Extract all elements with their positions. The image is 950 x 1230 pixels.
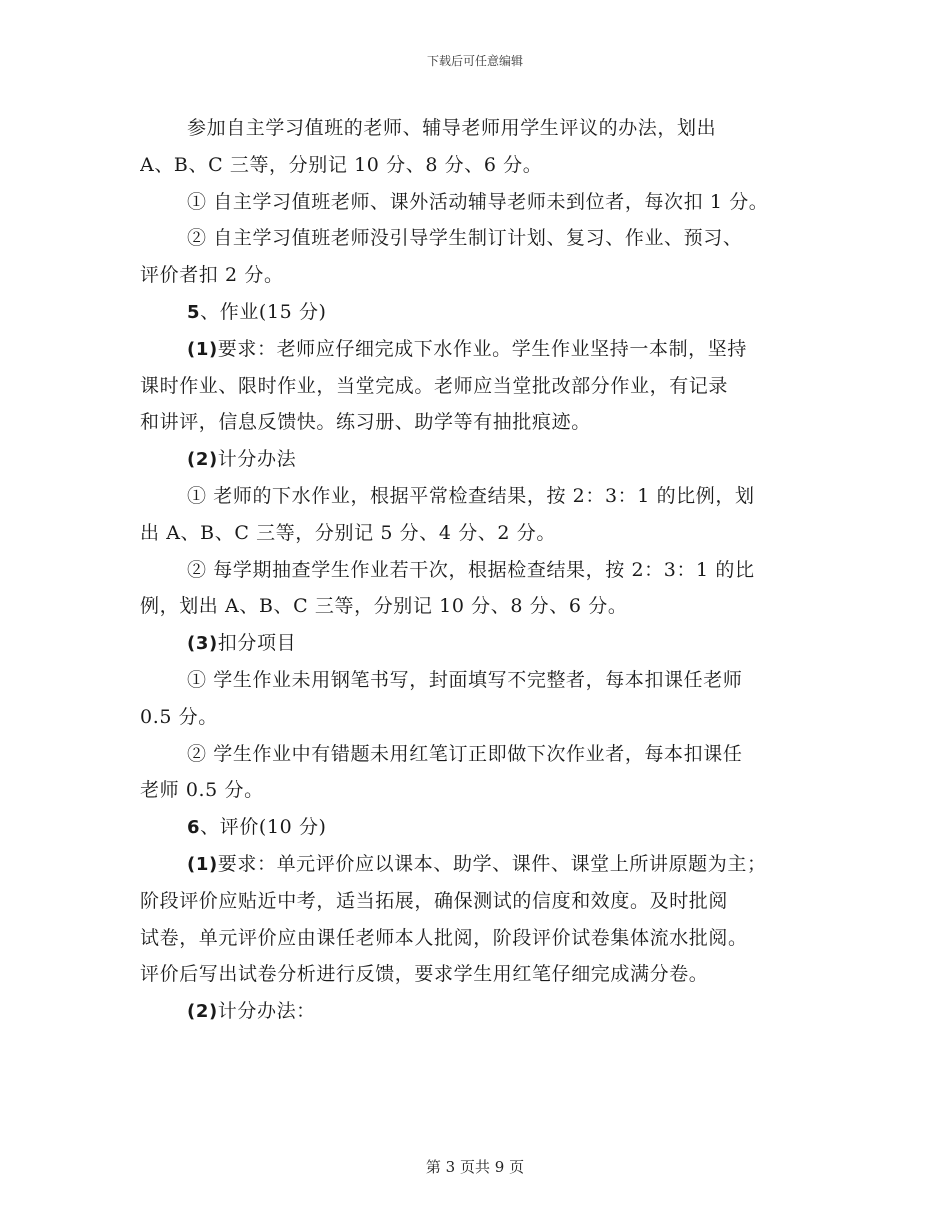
text-line [140, 110, 830, 147]
line-text: ① 老师的下水作业，根据平常检查结果，按 2：3：1 的比例，划 [187, 484, 755, 507]
line-text: 扣分项目 [217, 632, 297, 655]
line-text: 老师 0.5 分。 [140, 779, 264, 802]
text-line [140, 809, 830, 846]
line-text: 计分办法： [217, 1000, 316, 1023]
line-text: 例，划出 A、B、C 三等，分别记 10 分、8 分、6 分。 [140, 595, 628, 618]
line-text: ② 学生作业中有错题未用红笔订正即做下次作业者，每本扣课任 [187, 742, 743, 765]
item-number: (2) [187, 449, 218, 471]
item-number: (1) [187, 853, 218, 875]
text-line [140, 515, 830, 552]
item-number: (2) [187, 1001, 218, 1023]
line-text: 0.5 分。 [140, 705, 218, 728]
document-body [140, 110, 830, 1030]
line-text: ② 每学期抽查学生作业若干次，根据检查结果，按 2：3：1 的比 [187, 558, 755, 581]
text-line [140, 147, 830, 184]
line-text: ① 自主学习值班老师、课外活动辅导老师未到位者，每次扣 1 分。 [187, 190, 769, 213]
text-line [140, 920, 830, 957]
line-text: 、评价(10 分) [200, 816, 327, 839]
line-text: ② 自主学习值班老师没引导学生制订计划、复习、作业、预习、 [187, 227, 743, 250]
line-text: 和讲评，信息反馈快。练习册、助学等有抽批痕迹。 [140, 411, 591, 434]
page-footer: 第 3 页共 9 页 [425, 1158, 525, 1176]
text-line [140, 883, 830, 920]
text-line [140, 368, 830, 405]
line-text: 评价者扣 2 分。 [140, 264, 284, 287]
text-line [140, 184, 830, 221]
line-text: 评价后写出试卷分析进行反馈，要求学生用红笔仔细完成满分卷。 [140, 963, 709, 986]
line-text: 出 A、B、C 三等，分别记 5 分、4 分、2 分。 [140, 521, 556, 544]
line-text: 阶段评价应贴近中考，适当拓展，确保测试的信度和效度。及时批阅 [140, 889, 729, 912]
line-text: 课时作业、限时作业，当堂完成。老师应当堂批改部分作业，有记录 [140, 374, 729, 397]
text-line [140, 294, 830, 331]
text-line [140, 441, 830, 478]
line-text: 要求：单元评价应以课本、助学、课件、课堂上所讲原题为主； [217, 852, 767, 875]
line-text: 、作业(15 分) [200, 300, 327, 323]
text-line [140, 257, 830, 294]
item-number: 6 [187, 817, 201, 839]
text-line [140, 993, 830, 1030]
line-text: 参加自主学习值班的老师、辅导老师用学生评议的办法，划出 [187, 117, 717, 139]
text-line [140, 956, 830, 993]
text-line [140, 625, 830, 662]
text-line [140, 478, 830, 515]
text-line [140, 699, 830, 736]
text-line [140, 331, 830, 368]
item-number: (1) [187, 338, 218, 360]
line-text: A、B、C 三等，分别记 10 分、8 分、6 分。 [140, 153, 543, 176]
line-text: 试卷，单元评价应由课任老师本人批阅，阶段评价试卷集体流水批阅。 [140, 926, 748, 949]
item-number: (3) [187, 633, 218, 655]
line-text: ① 学生作业未用钢笔书写，封面填写不完整者，每本扣课任老师 [187, 668, 743, 691]
text-line [140, 846, 830, 883]
text-line [140, 772, 830, 809]
text-line [140, 588, 830, 625]
line-text: 要求：老师应仔细完成下水作业。学生作业坚持一本制，坚持 [217, 337, 747, 360]
line-text: 计分办法 [217, 448, 297, 471]
page-header: 下载后可任意编辑 [426, 54, 523, 68]
item-number: 5 [187, 301, 201, 323]
text-line [140, 736, 830, 773]
text-line [140, 220, 830, 257]
text-line [140, 404, 830, 441]
text-line [140, 662, 830, 699]
text-line [140, 552, 830, 589]
